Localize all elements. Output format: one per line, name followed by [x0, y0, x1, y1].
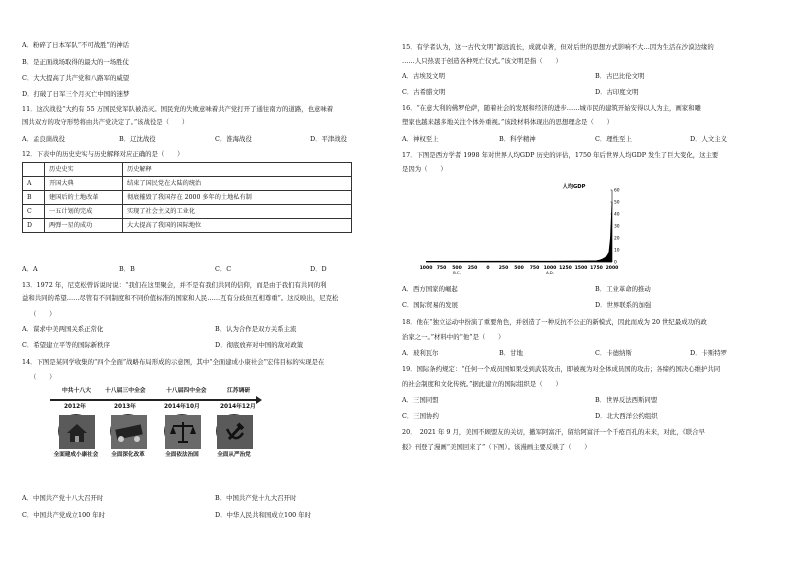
q17-option-d[interactable]: D．世界联系的加强 [595, 301, 652, 309]
table-cell: 实现了社会主义的工业化 [123, 205, 352, 219]
q11-option-c[interactable]: C．淮海战役 [215, 135, 252, 143]
q17-stem-line1: 17．下图是西方学者 1998 年对世界人均GDP 历史的评估，1750 年后世界人均GDP 发生了巨大变化，这主要 [402, 151, 719, 159]
x-tick-label: 1000 [543, 266, 557, 271]
q18-option-c[interactable]: C．卡德纳斯 [595, 349, 632, 357]
q14-option-a[interactable]: A．中国共产党十八大召开时 [22, 494, 104, 502]
caption-xiaokang: 全面建成小康社会 [53, 452, 99, 458]
timeline-event-2: 十八届三中全会 [105, 388, 146, 394]
x-tick-label: 1250 [559, 266, 572, 271]
q10-option-d[interactable]: D．打破了日军三个月灭亡中国的迷梦 [22, 90, 130, 98]
q19-stem-line2: 的社会制度和文化传统。”据此建立的国际组织是（ ） [402, 380, 562, 388]
table-cell: 两弹一星的成功 [45, 219, 123, 233]
table-cell: 结束了国民党在大陆的统治 [123, 177, 352, 191]
q18-option-b[interactable]: B．甘地 [499, 349, 523, 357]
y-axis-label: 人均GDP [562, 184, 586, 190]
table-cell: 一五计划的完成 [45, 205, 123, 219]
table-cell: 历史解释 [123, 163, 352, 177]
timeline-date-4: 2014年12月 [220, 404, 256, 410]
q14-stem-line1: 14．下图是某同学收集的“四个全面”战略布局形成的示意图，其中“全面建成小康社会”宏伟目标的实现是在 [22, 358, 325, 366]
table-row [23, 177, 352, 191]
q16-stem-line2: 塑家也越来越多地关注个体外重视。”该段材料体现出的思想理念是（ ） [402, 118, 613, 126]
x-tick-label: 1500 [574, 266, 588, 271]
q13-option-b[interactable]: B．认为合作是双方关系主流 [215, 325, 297, 333]
q13-option-a[interactable]: A．谋求中美两国关系正常化 [22, 325, 104, 333]
table-cell: 建国后的土地改革 [45, 191, 123, 205]
table-cell: A [23, 177, 45, 191]
q19-option-b[interactable]: B．世界反法西斯同盟 [595, 396, 658, 404]
table-cell: 大大提高了我国的国际地位 [123, 219, 352, 233]
q13-stem-line3: （ ） [30, 310, 56, 318]
q16-option-a[interactable]: A．神权至上 [402, 135, 439, 143]
q16-option-d[interactable]: D．人文主义 [690, 135, 728, 143]
y-tick-label: 10 [614, 248, 620, 254]
timeline-date-3: 2014年10月 [164, 404, 200, 410]
q10-option-b[interactable]: B．是正面战场取得的最大的一场胜仗 [22, 58, 129, 66]
q11-stem-line1: 11．这次战役“大约有 55 万国民党军队被消灭。国民党的失败意味着共产党打开了通往南方的道路，也意味着 [22, 105, 334, 113]
x-tick-label: 500 [514, 266, 524, 271]
era-label-ad: A.D. [546, 270, 554, 275]
q16-option-b[interactable]: B．科学精神 [499, 135, 536, 143]
house-icon [58, 414, 94, 448]
q19-option-c[interactable]: C．三国协约 [402, 412, 439, 420]
q19-option-d[interactable]: D．北大西洋公约组织 [595, 412, 658, 420]
y-tick-label: 40 [614, 212, 620, 218]
table-cell: 彻底摧毁了我国存在 2000 多年的土地私有制 [123, 191, 352, 205]
table-cell: 历史史实 [45, 163, 123, 177]
table-row [23, 191, 352, 205]
table-cell: D [23, 219, 45, 233]
q17-option-a[interactable]: A．西方国家的崛起 [402, 285, 458, 293]
caption-reform: 全面深化改革 [111, 452, 145, 458]
q18-stem-line1: 18．他在“独立运动中扮演了重要角色，并创造了一种反抗不公正的新模式，因此而成为 20 世纪最成功的政 [402, 318, 707, 326]
x-tick-label: 250 [498, 266, 509, 271]
q11-option-d[interactable]: D．平津战役 [310, 135, 348, 143]
q18-option-a[interactable]: A．玻利瓦尔 [402, 349, 439, 357]
table-cell: C [23, 205, 45, 219]
q14-option-d[interactable]: D．中华人民共和国成立100 年时 [215, 511, 312, 519]
q15-stem-line1: 15．有学者认为，这一古代文明“源远流长，成就卓著，但对后世的思想方式影响不大…因为生活在沙漠边缘的 [402, 43, 714, 51]
x-tick-label: 2000 [605, 266, 619, 271]
q20-stem-line2: 报》刊登了漫画“美国回来了”（下图）。该漫画主要反映了（ ） [402, 443, 591, 451]
q15-option-c[interactable]: C．古希腊文明 [402, 88, 446, 96]
q18-stem-line2: 治家之一。”材料中的“他”是（ ） [402, 333, 505, 341]
timeline-event-4: 江苏调研 [227, 388, 251, 394]
q12-table [22, 162, 352, 233]
table-cell [23, 163, 45, 177]
q12-option-b[interactable]: B．B [119, 265, 135, 273]
reform-icon [110, 414, 146, 448]
timeline-event-1: 中共十八大 [62, 388, 91, 394]
x-tick-label: 0 [486, 266, 490, 271]
q17-option-c[interactable]: C．国际贸易的发展 [402, 301, 459, 309]
x-tick-label: 750 [436, 266, 447, 271]
timeline-arrow-icon [256, 396, 262, 404]
q13-option-d[interactable]: D．彻底放弃对中国的敌对政策 [215, 341, 304, 349]
q15-stem-line2: ……人只热衷于创造各种死亡仪式。”该文明是指（ ） [402, 57, 562, 65]
q16-option-c[interactable]: C．理性至上 [595, 135, 632, 143]
timeline-axis [50, 399, 258, 401]
table-header-row [23, 163, 352, 177]
gdp-series-area [426, 202, 612, 262]
q14-stem-line2: （ ） [30, 373, 56, 381]
timeline-date-2: 2013年 [114, 404, 136, 410]
q17-option-b[interactable]: B．工业革命的推动 [595, 285, 651, 293]
q12-stem: 12．下表中的历史史实与历史解释对应正确的是（ ） [22, 150, 184, 158]
x-tick-label: 250 [467, 266, 478, 271]
q16-stem-line1: 16．“在意大利的佛罗伦萨，随着社会的发展和经济的进步……城市民的建筑开始安得以人为主，画家和雕 [402, 104, 701, 112]
q11-option-b[interactable]: B．辽沈战役 [119, 135, 156, 143]
caption-rule-of-law: 全面依法治国 [165, 452, 199, 458]
q13-option-c[interactable]: C．希望建立平等的国际新秩序 [22, 341, 110, 349]
y-tick-label: 0 [614, 260, 617, 266]
caption-party-discipline: 全面从严治党 [217, 452, 251, 458]
q19-option-a[interactable]: A．三国同盟 [402, 396, 439, 404]
y-tick-label: 30 [614, 224, 620, 230]
x-tick-label: 1000 [419, 266, 433, 271]
q15-option-d[interactable]: D．古印度文明 [595, 88, 639, 96]
four-comprehensives-diagram [40, 388, 260, 486]
q10-option-a[interactable]: A．粉碎了日本军队“不可战胜”的神话 [22, 41, 130, 49]
q12-option-a[interactable]: A．A [22, 265, 38, 273]
timeline-date-1: 2012年 [64, 404, 86, 410]
table-row [23, 219, 352, 233]
scales-of-justice-icon [164, 414, 200, 448]
y-tick-label: 20 [614, 236, 620, 242]
q14-option-c[interactable]: C．中国共产党成立100 年时 [22, 511, 106, 519]
y-tick-label: 60 [614, 188, 620, 194]
q15-option-b[interactable]: B．古巴比伦文明 [595, 72, 645, 80]
q15-option-a[interactable]: A．古埃及文明 [402, 72, 445, 80]
x-tick-label: 500 [452, 266, 462, 271]
q14-option-b[interactable]: B．中国共产党十九大召开时 [215, 494, 297, 502]
q18-option-d[interactable]: D．卡斯特罗 [690, 349, 728, 357]
y-tick-label: 50 [614, 200, 620, 206]
timeline-event-3: 十八届四中全会 [166, 388, 207, 394]
q20-stem-line1: 20． 2021 年 9 月，美国不顾盟友的关切，撤军阿富汗，留给阿富汗一个千疮百孔的未来，对此，《联合早 [402, 428, 705, 436]
table-row [23, 205, 352, 219]
party-emblem-icon [216, 414, 252, 448]
q10-option-c[interactable]: C．大大提高了共产党和八路军的威望 [22, 74, 130, 82]
q12-option-c[interactable]: C．C [215, 265, 232, 273]
era-label-bc: B.C. [453, 270, 461, 275]
x-tick-label: 1750 [590, 266, 603, 271]
gdp-series-line [426, 202, 612, 261]
q13-stem-line1: 13．1972 年，尼克松曾诉说时说：“我们在这里聚会，并不是有我们共同的信仰，而是由于我们有共同的利 [22, 281, 327, 289]
q19-stem-line1: 19．国际条约规定：“任何一个成员国如果受到武装攻击，即被视为对全体成员国的攻击；各缔约国决心维护共同 [402, 365, 721, 373]
q13-stem-line2: 益和共同的希望……尽管有不同制度和不同价值标准的国家和人民……互有分歧但互相尊重”。这反映出，尼克松 [22, 294, 339, 302]
gdp-chart [419, 178, 634, 278]
table-cell: B [23, 191, 45, 205]
q12-option-d[interactable]: D．D [310, 265, 327, 273]
x-tick-label: 750 [529, 266, 540, 271]
q11-stem-line2: 国共双方的攻守形势将由共产党决定了。”该战役是（ ） [22, 118, 189, 126]
q11-option-a[interactable]: A．孟良崮战役 [22, 135, 65, 143]
q17-stem-line2: 是因为（ ） [402, 165, 447, 173]
table-cell: 开国大典 [45, 177, 123, 191]
